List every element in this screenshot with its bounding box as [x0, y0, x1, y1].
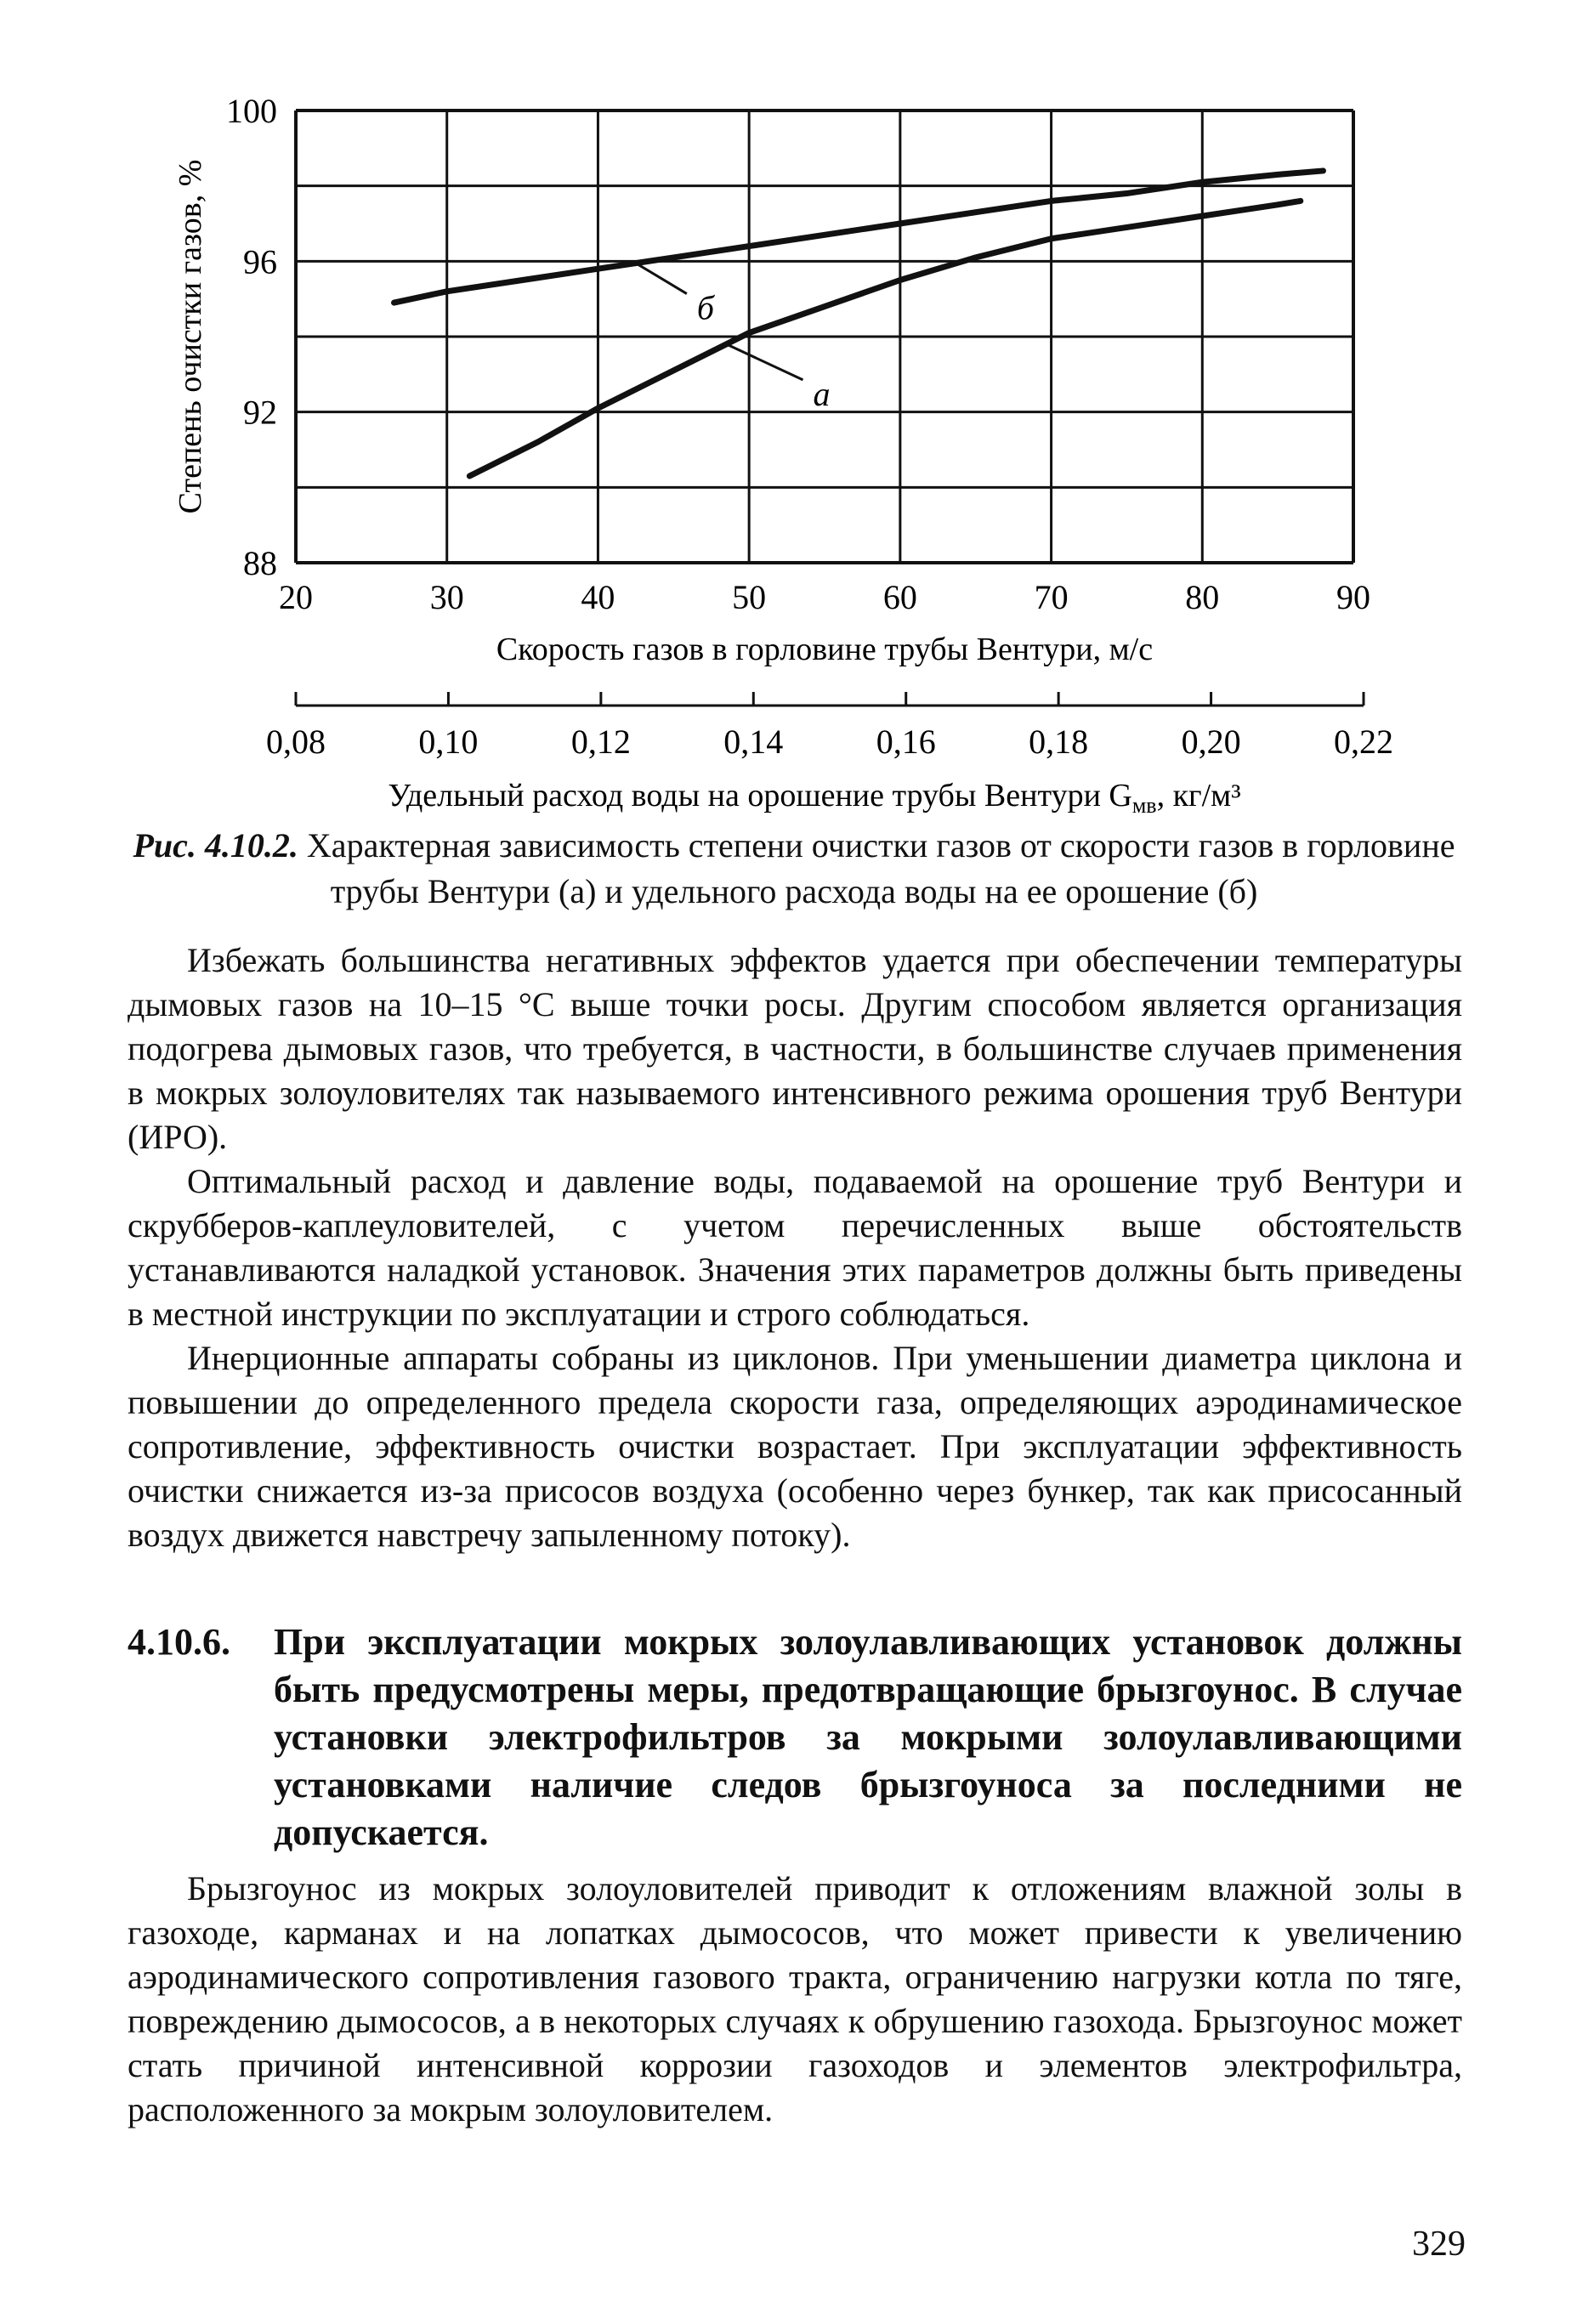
y-axis-label: Степень очистки газов, %: [173, 159, 208, 514]
secondary-axis-label: Удельный расход воды на орошение трубы Вентури $G_{мв}$, кг/м³: [388, 778, 1241, 816]
x-tick-label: 50: [732, 578, 767, 616]
secondary-tick-label: 0,16: [876, 723, 936, 761]
series-line-b: [394, 171, 1324, 303]
closing-body: [128, 1867, 1462, 2132]
x-tick-label: 60: [882, 578, 917, 616]
secondary-tick-label: 0,14: [723, 723, 784, 761]
annotation-label: б: [696, 288, 714, 327]
paragraph: Избежать большинства негативных эффектов удается при обеспечении температуры дымовых газов на 10–15 °С выше точки росы. Другим способом является организация подогрева дымовых газов, что требуется, в частности, в большинстве случаев применения в мокрых золоуловителях так называемого интенсивного режима орошения труб Вентури (ИРО).: [128, 941, 1462, 1156]
figure-label: Рис. 4.10.2.: [133, 826, 298, 864]
y-tick-label: 92: [243, 393, 277, 432]
chart: [0, 0, 1588, 816]
x-tick-label: 30: [429, 578, 464, 616]
paragraph: Брызгоунос из мокрых золоуловителей приводит к отложениям влажной золы в газоходе, карманах и на лопатках дымососов, что может привести к увеличению аэродинамического сопротивления газового тракта, ограничению нагрузки котла по тяге, повреждению дымососов, а в некоторых случаях к обрушению газохода. Брызгоунос может стать причиной интенсивной коррозии газоходов и элементов электрофильтра, расположенного за мокрым золоуловителем.: [128, 1869, 1462, 2128]
x-axis-label: Скорость газов в горловине трубы Вентури, м/с: [496, 632, 1154, 667]
y-tick-label: 96: [243, 242, 277, 281]
page-number: 329: [1412, 2225, 1466, 2264]
annotation-label: а: [813, 374, 831, 413]
section-title: При эксплуатации мокрых золоулавливающих установок должны быть предусмотрены меры, предотвращающие брызгоунос. В случае установки электрофильтров за мокрыми золоулавливающими установками наличие следов брызгоуноса за последними не допускается.: [274, 1621, 1462, 1853]
figure-caption: [128, 823, 1460, 915]
x-tick-label: 20: [279, 578, 313, 616]
paragraph: Оптимальный расход и давление воды, подаваемой на орошение труб Вентури и скрубберов-каплеуловителей, с учетом перечисленных выше обстоятельств устанавливаются наладкой установок. Значения этих параметров должны быть приведены в местной инструкции по эксплуатации и строго соблюдаться.: [128, 1162, 1462, 1333]
body-paragraphs: [128, 938, 1462, 1557]
secondary-tick-label: 0,22: [1334, 723, 1393, 761]
chart-grid: [296, 111, 1353, 563]
x-tick-label: 70: [1034, 578, 1069, 616]
secondary-tick-label: 0,10: [418, 723, 479, 761]
figure-caption-text: Характерная зависимость степени очистки газов от скорости газов в горловине трубы Вентури (а) и удельного расхода воды на ее орошение (б): [298, 826, 1455, 910]
section-heading: [128, 1618, 1462, 1856]
x-tick-label: 40: [581, 578, 615, 616]
y-tick-label: 100: [226, 92, 277, 130]
annotation-leader: [726, 344, 803, 380]
chart-series: [394, 171, 1324, 476]
section-number: 4.10.6.: [128, 1621, 230, 1663]
chart-labels: [173, 92, 1393, 816]
paragraph: Инерционные аппараты собраны из циклонов. При уменьшении диаметра циклона и повышении до определенного предела скорости газа, определяющих аэродинамическое сопротивление, эффективность очистки возрастает. При эксплуатации эффективность очистки снижается из-за присосов воздуха (особенно через бункер, так как присосанный воздух движется навстречу запыленному потоку).: [128, 1339, 1462, 1554]
series-line-a: [469, 201, 1300, 476]
secondary-tick-label: 0,12: [570, 723, 631, 761]
y-tick-label: 88: [243, 544, 277, 582]
secondary-tick-label: 0,08: [266, 723, 326, 761]
annotation-leader: [636, 264, 687, 294]
secondary-tick-label: 0,18: [1029, 723, 1089, 761]
x-tick-label: 90: [1336, 578, 1370, 616]
x-tick-label: 80: [1185, 578, 1220, 616]
secondary-tick-label: 0,20: [1181, 723, 1241, 761]
